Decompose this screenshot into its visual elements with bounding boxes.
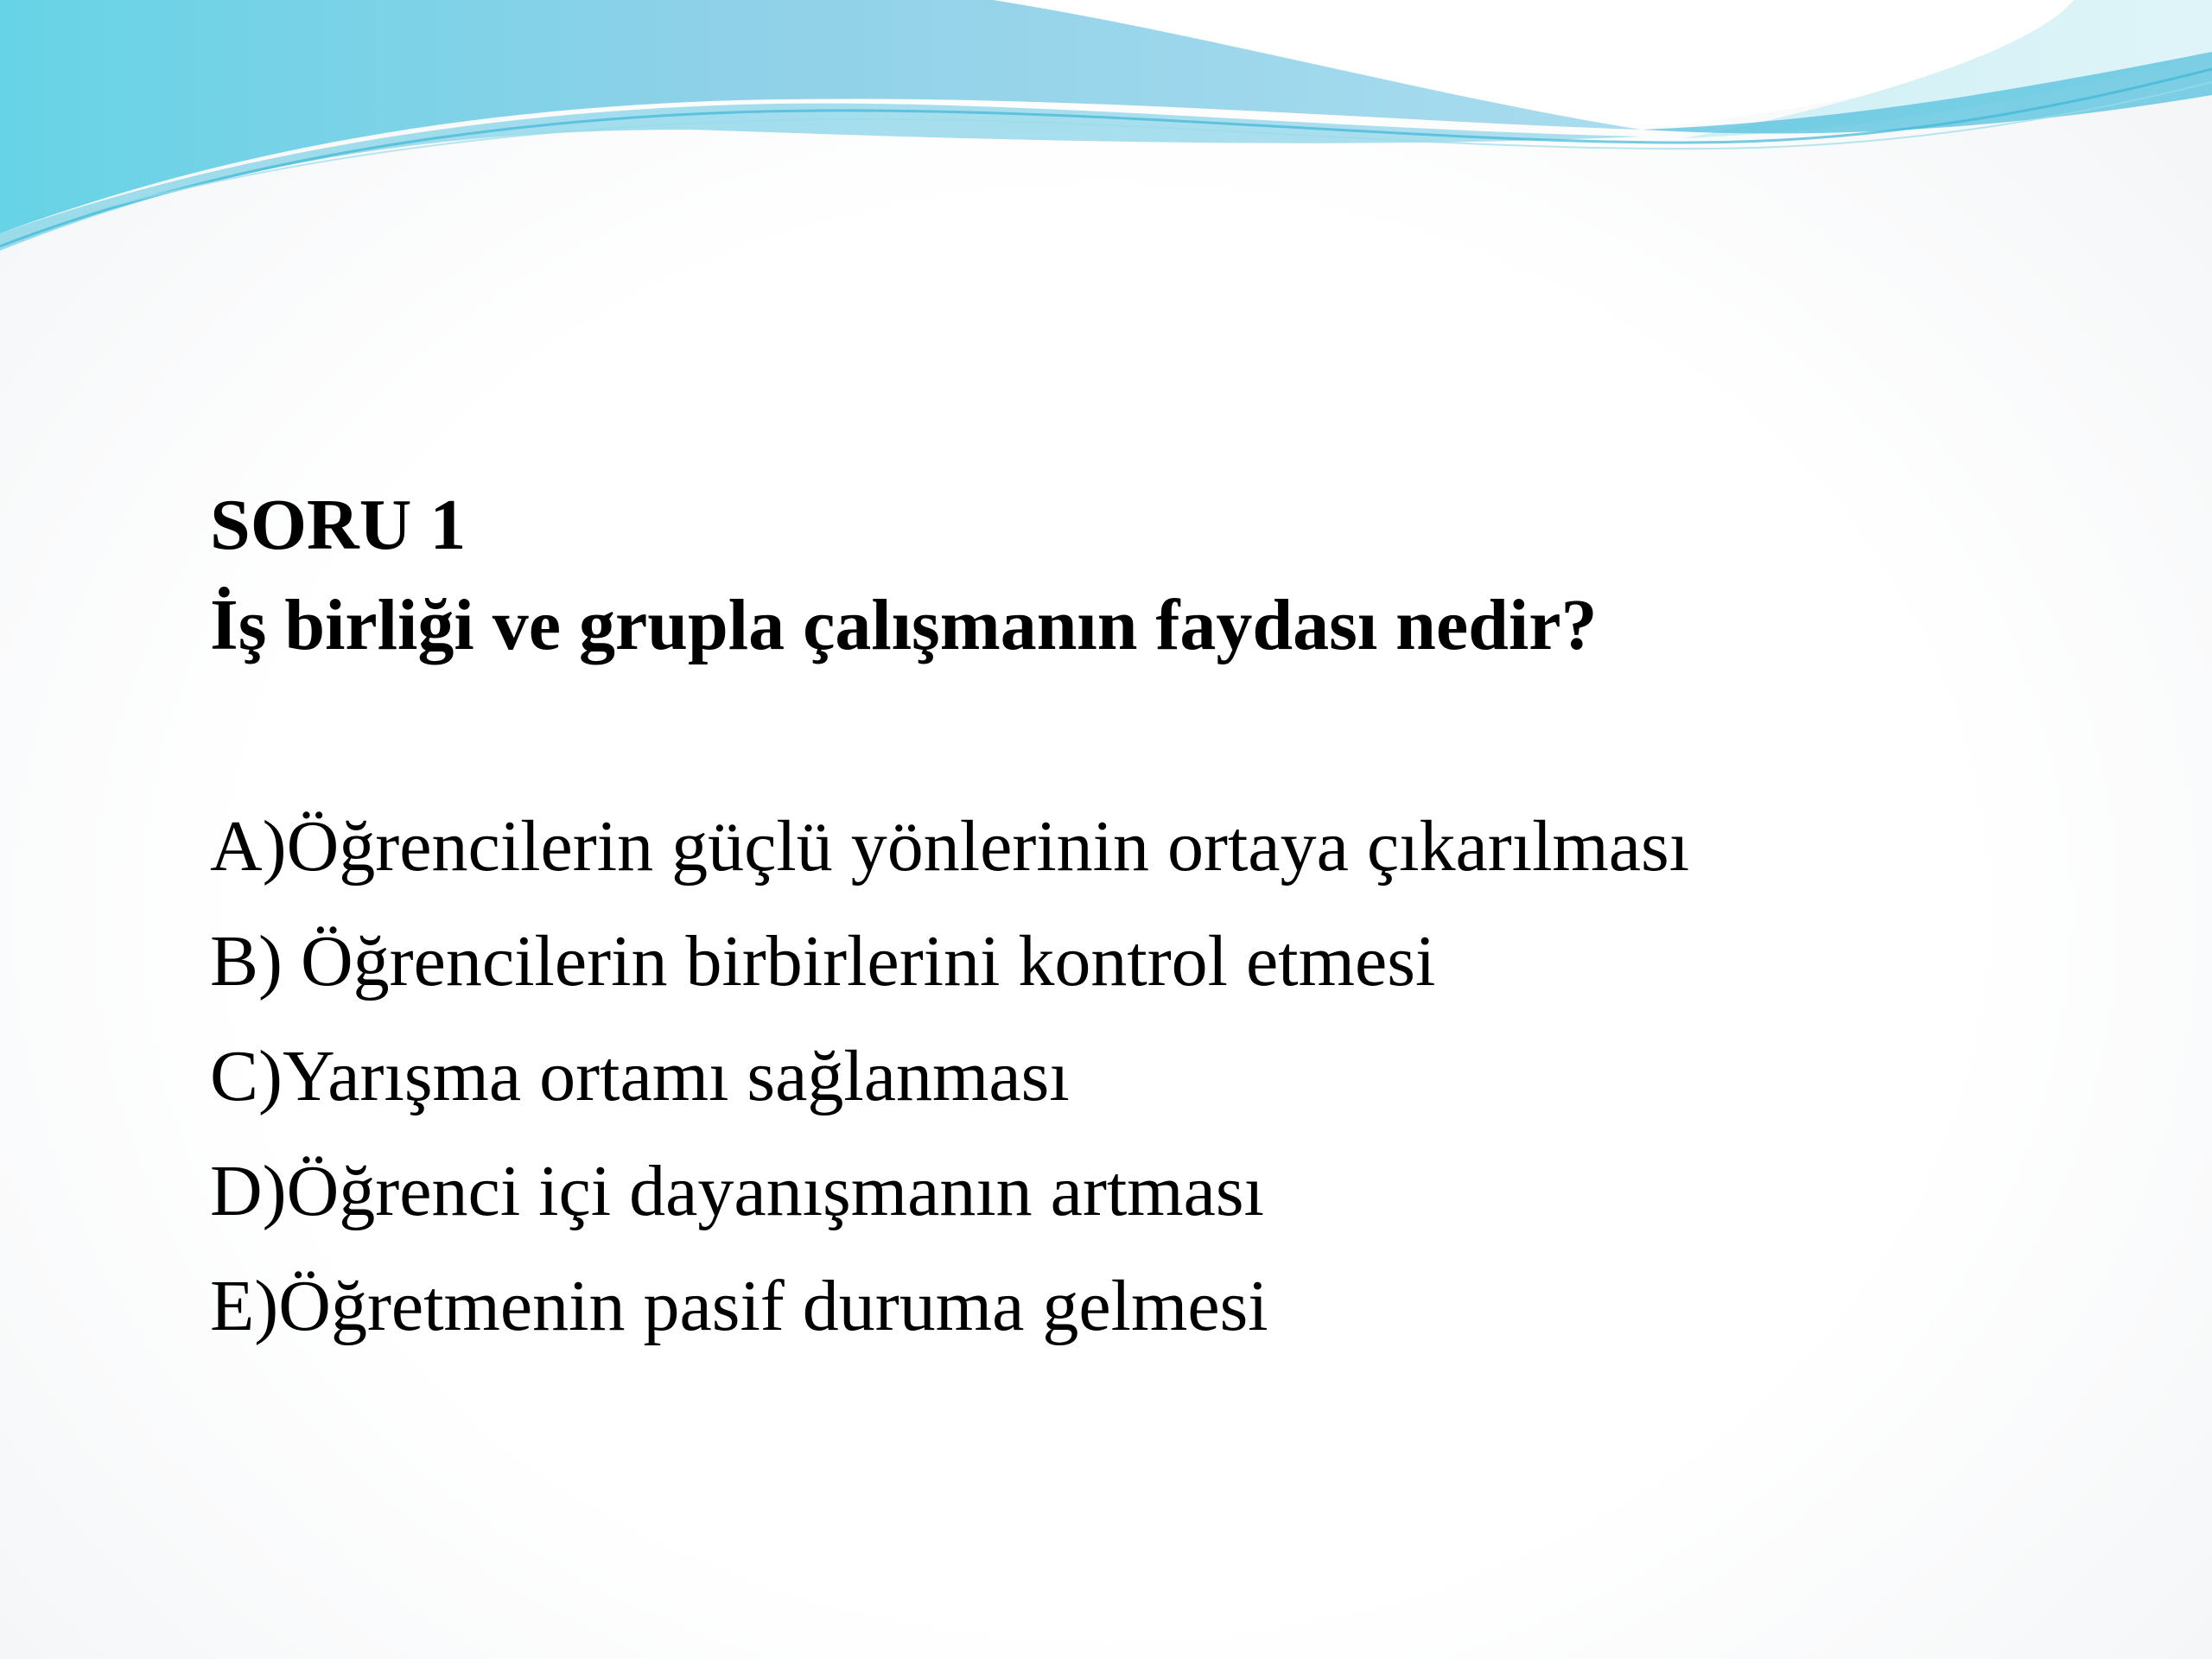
decorative-wave-header — [0, 0, 2212, 259]
option-a: A)Öğrencilerin güçlü yönlerinin ortaya çıkarılması — [210, 806, 1690, 887]
option-b: B) Öğrencilerin birbirlerini kontrol etmesi — [210, 921, 1436, 1001]
question-block — [210, 477, 2111, 1378]
spacer — [210, 702, 2111, 804]
option-e: E)Öğretmenin pasif duruma gelmesi — [210, 1266, 1268, 1346]
option-d: D)Öğrenci içi dayanışmanın artması — [210, 1151, 1264, 1231]
option-c: C)Yarışma ortamı sağlanması — [210, 1036, 1070, 1116]
question-text: İş birliği ve grupla çalışmanın faydası nedir? — [210, 585, 1598, 665]
question-number-title: SORU 1 — [210, 485, 467, 565]
